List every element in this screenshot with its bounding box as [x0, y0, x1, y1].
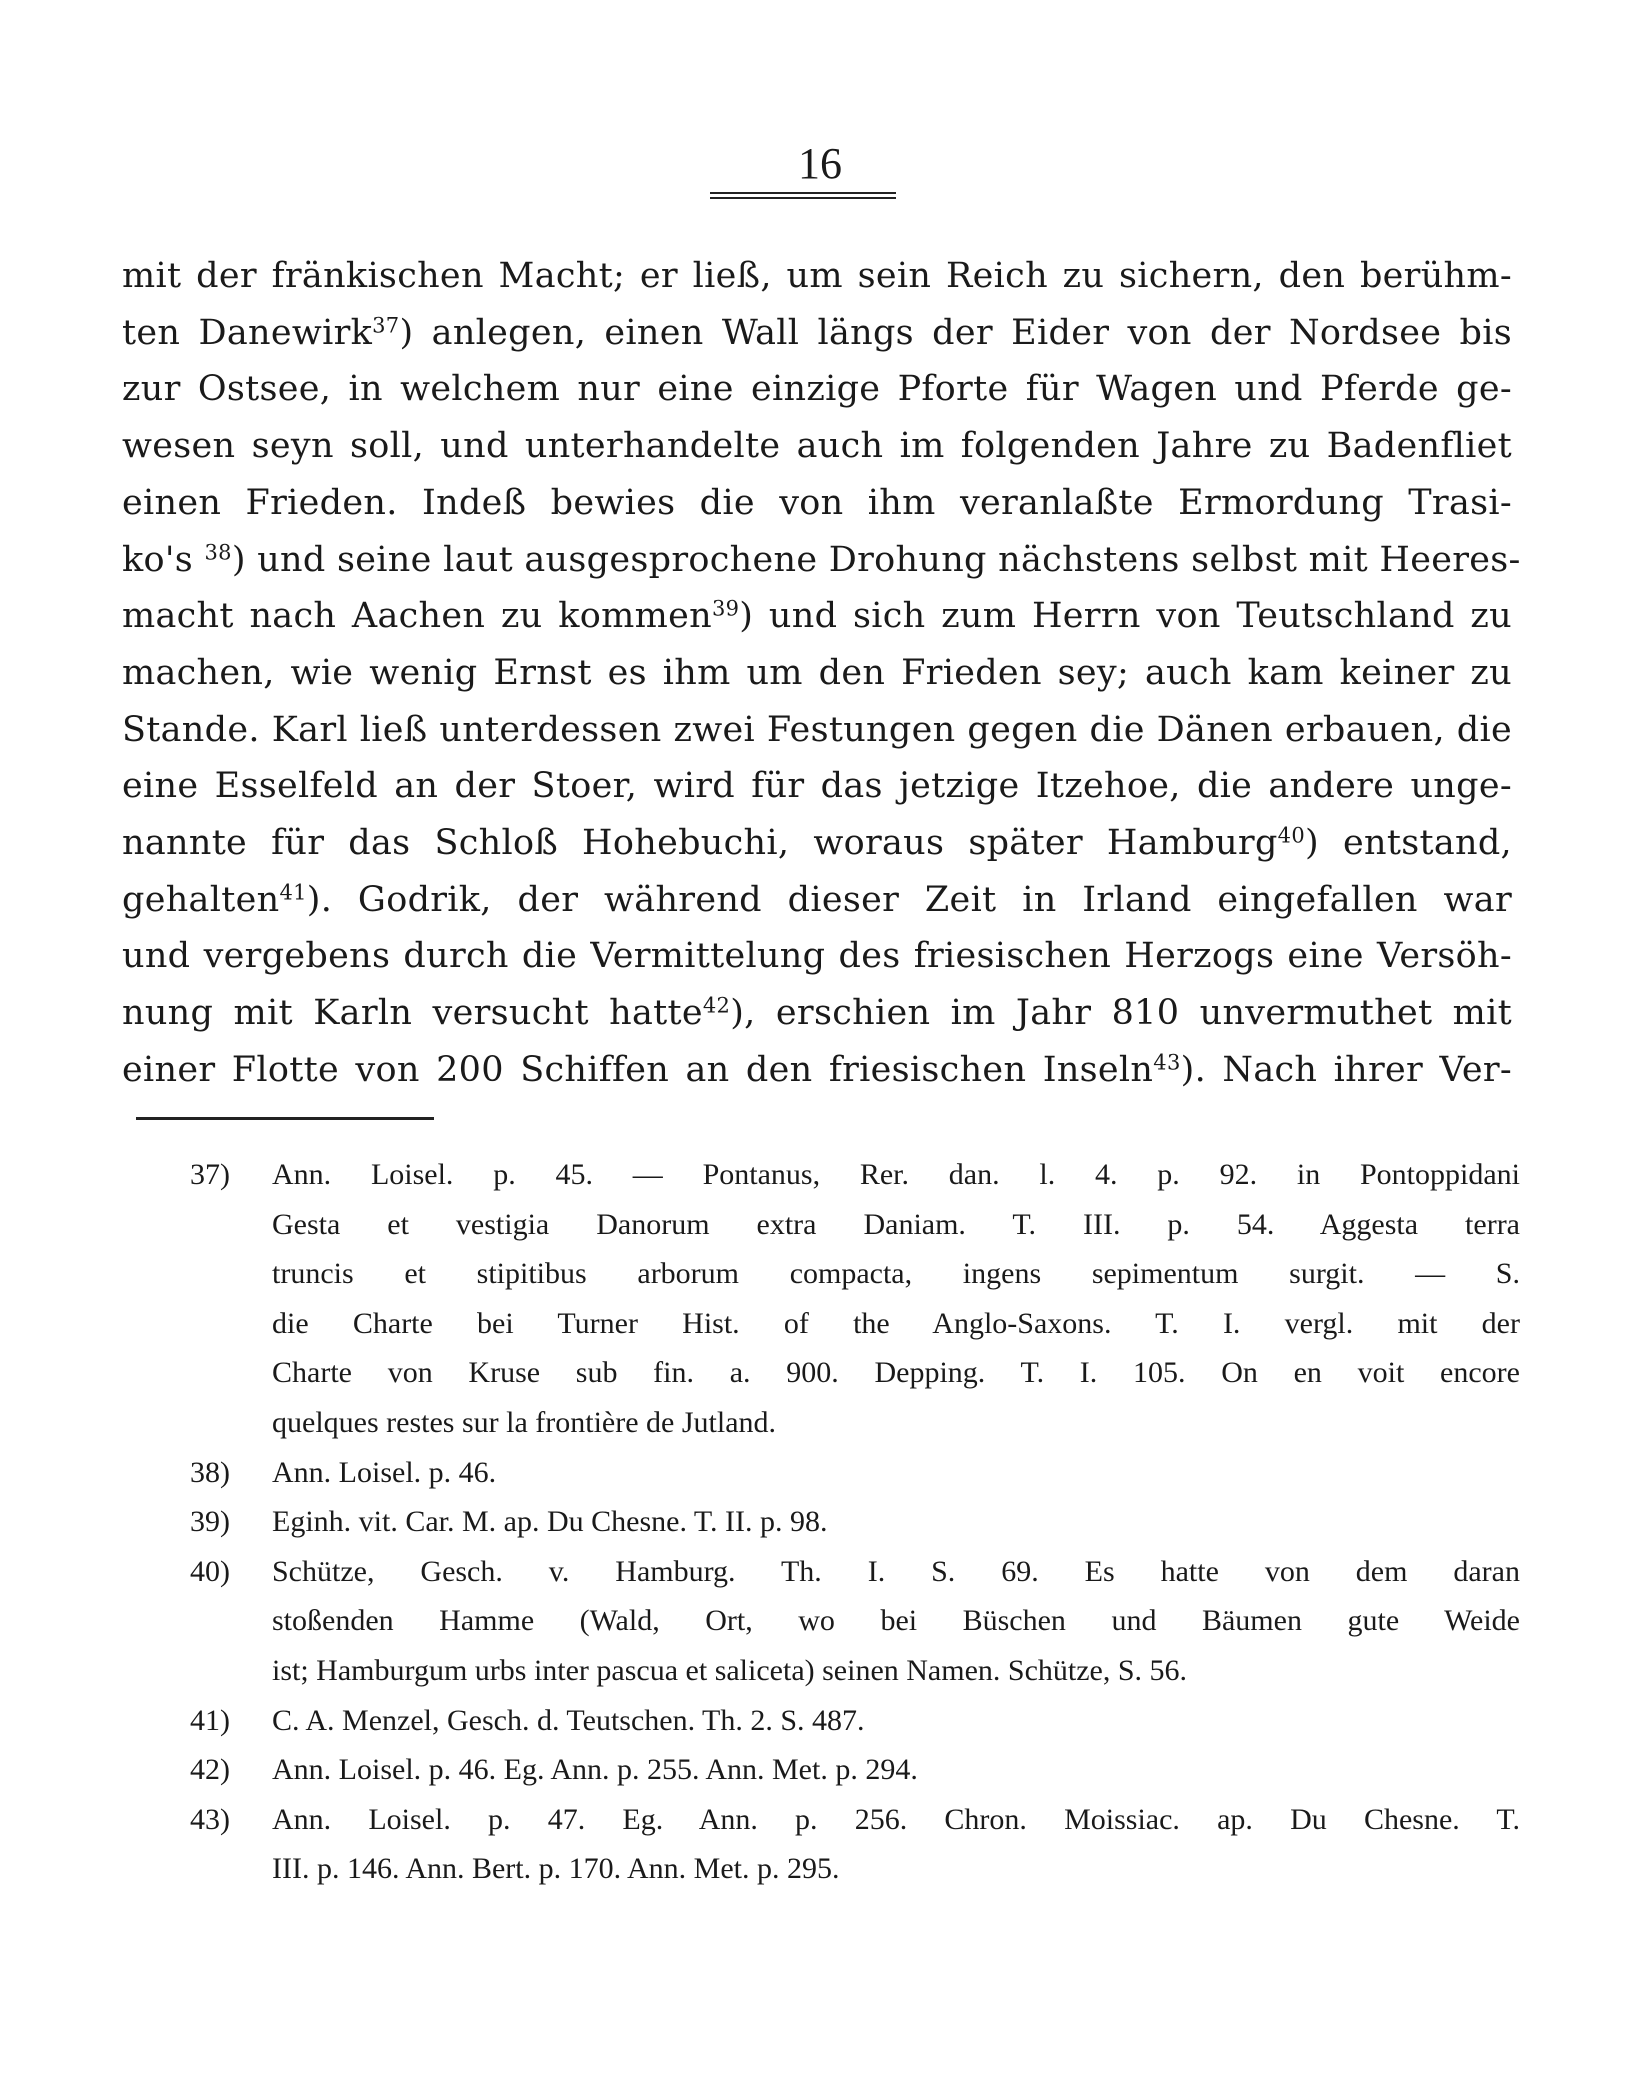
body-text-run: mit der fränkischen Macht; er ließ, um sein Reich zu sichern, den berühm- — [122, 256, 1512, 296]
footnote-line: truncis et stipitibus arborum compacta, ingens sepimentum surgit. — S. — [272, 1257, 1520, 1291]
body-text-run: ) anlegen, einen Wall längs der Eider von der Nordsee bis — [399, 312, 1513, 353]
body-text-run: ). Nach ihrer Ver- — [1180, 1049, 1512, 1090]
footnote-line: Ann. Loisel. p. 46. — [272, 1455, 497, 1489]
footnote — [190, 1745, 1520, 1795]
footnote — [190, 1795, 1520, 1894]
footnote-line: Ann. Loisel. p. 45. — Pontanus, Rer. dan. l. 4. p. 92. in Pontoppidani — [272, 1158, 1520, 1191]
footnote-line: Schütze, Gesch. v. Hamburg. Th. I. S. 69. Es hatte von dem daran — [272, 1554, 1520, 1588]
body-line — [122, 702, 1512, 759]
body-text-run: ) und seine laut ausgesprochene Drohung nächstens selbst mit Heeres- — [231, 539, 1521, 580]
body-text-run: ). Godrik, der während dieser Zeit in Irland eingefallen war — [306, 879, 1512, 920]
footnote-line: stoßenden Hamme (Wald, Ort, wo bei Büschen und Bäumen gute Weide — [272, 1604, 1520, 1638]
body-text-run: und vergebens durch die Vermittelung des friesischen Herzogs eine Versöh- — [122, 936, 1512, 977]
footnote-number: 42) — [190, 1753, 230, 1787]
footnote-ref: 38 — [204, 539, 232, 564]
body-text-run: einer Flotte von 200 Schiffen an den friesischen Inseln — [122, 1049, 1154, 1090]
body-line — [122, 985, 1512, 1042]
body-text-run: gehalten — [122, 879, 280, 920]
body-text-run: eine Esselfeld an der Stoer, wird für das jetzige Itzehoe, die andere unge- — [122, 766, 1512, 807]
footnote — [190, 1497, 1520, 1547]
footnote-number: 41) — [190, 1703, 230, 1737]
footnote-text — [272, 1547, 1520, 1696]
body-text-run: Stande. Karl ließ unterdessen zwei Festungen gegen die Dänen erbauen, die — [122, 709, 1512, 750]
footnote-line: quelques restes sur la frontière de Jutland. — [272, 1405, 777, 1439]
body-text-run: einen Frieden. Indeß bewies die von ihm veranlaßte Ermordung Trasi- — [122, 482, 1512, 523]
body-line — [122, 1042, 1512, 1099]
body-text-run: ko's — [122, 539, 205, 580]
footnote-line: ist; Hamburgum urbs inter pascua et saliceta) seinen Namen. Schütze, S. 56. — [272, 1653, 1188, 1687]
footnote-ref: 43 — [1153, 1050, 1181, 1075]
page-number-rule — [710, 192, 896, 199]
body-text-run: zur Ostsee, in welchem nur eine einzige Pforte für Wagen und Pferde ge- — [122, 369, 1512, 410]
body-line — [122, 588, 1512, 645]
footnote-ref: 37 — [372, 313, 400, 338]
footnote-ref: 40 — [1277, 823, 1305, 848]
footnote-text — [272, 1497, 1520, 1547]
footnote-number: 39) — [190, 1505, 230, 1539]
body-line — [122, 248, 1512, 305]
footnote-ref: 39 — [711, 596, 740, 621]
footnote-ref: 42 — [702, 993, 731, 1018]
body-line — [122, 645, 1512, 702]
footnote-text — [272, 1448, 1520, 1498]
footnotes — [190, 1150, 1520, 1894]
footnote-line: Charte von Kruse sub fin. a. 900. Depping. T. I. 105. On en voit encore — [272, 1356, 1520, 1390]
body-line — [122, 305, 1512, 362]
body-line — [122, 532, 1521, 589]
footnote-line: Gesta et vestigia Danorum extra Daniam. T. III. p. 54. Aggesta terra — [272, 1207, 1520, 1241]
footnote-separator — [136, 1117, 434, 1120]
body-text-run: ), erschien im Jahr 810 unvermuthet mit — [730, 993, 1512, 1034]
footnote-line: Ann. Loisel. p. 46. Eg. Ann. p. 255. Ann. Met. p. 294. — [272, 1753, 918, 1787]
footnote-line: III. p. 146. Ann. Bert. p. 170. Ann. Met. p. 295. — [272, 1852, 840, 1886]
footnote-line: C. A. Menzel, Gesch. d. Teutschen. Th. 2. S. 487. — [272, 1703, 865, 1737]
footnote-text — [272, 1795, 1520, 1894]
footnote-text — [272, 1150, 1520, 1448]
body-text-run: ) und sich zum Herrn von Teutschland zu — [739, 596, 1512, 637]
footnote-line: Eginh. vit. Car. M. ap. Du Chesne. T. II. p. 98. — [272, 1505, 828, 1539]
body-line — [122, 758, 1512, 815]
body-line — [122, 475, 1512, 532]
footnote — [190, 1696, 1520, 1746]
footnote — [190, 1150, 1520, 1448]
footnote-number: 37) — [190, 1158, 230, 1191]
body-text — [122, 248, 1521, 1099]
footnote-line: die Charte bei Turner Hist. of the Anglo-Saxons. T. I. vergl. mit der — [272, 1306, 1520, 1340]
body-line — [122, 872, 1512, 929]
body-text-run: ) entstand, — [1305, 823, 1512, 864]
page-number: 16 — [798, 139, 842, 188]
footnote-ref: 41 — [279, 880, 307, 905]
body-text-run: nung mit Karln versucht hatte — [122, 993, 703, 1034]
footnote-text — [272, 1696, 1520, 1746]
footnote-number: 38) — [190, 1455, 230, 1489]
footnote-number: 43) — [190, 1802, 230, 1836]
footnote-number: 40) — [190, 1554, 230, 1588]
footnote — [190, 1448, 1520, 1498]
body-line — [122, 361, 1512, 418]
body-text-run: machen, wie wenig Ernst es ihm um den Frieden sey; auch kam keiner zu — [122, 652, 1512, 693]
body-line — [122, 928, 1512, 985]
body-text-run: wesen seyn soll, und unterhandelte auch im folgenden Jahre zu Badenfliet — [122, 426, 1512, 467]
footnote-text — [272, 1745, 1520, 1795]
body-text-run: nannte für das Schloß Hohebuchi, woraus später Hamburg — [122, 823, 1278, 864]
body-text-run: ten Danewirk — [122, 312, 373, 353]
footnote — [190, 1547, 1520, 1696]
body-line — [122, 418, 1512, 475]
body-text-run: macht nach Aachen zu kommen — [122, 596, 712, 637]
body-line — [122, 815, 1512, 872]
footnote-line: Ann. Loisel. p. 47. Eg. Ann. p. 256. Chron. Moissiac. ap. Du Chesne. T. — [272, 1802, 1520, 1836]
